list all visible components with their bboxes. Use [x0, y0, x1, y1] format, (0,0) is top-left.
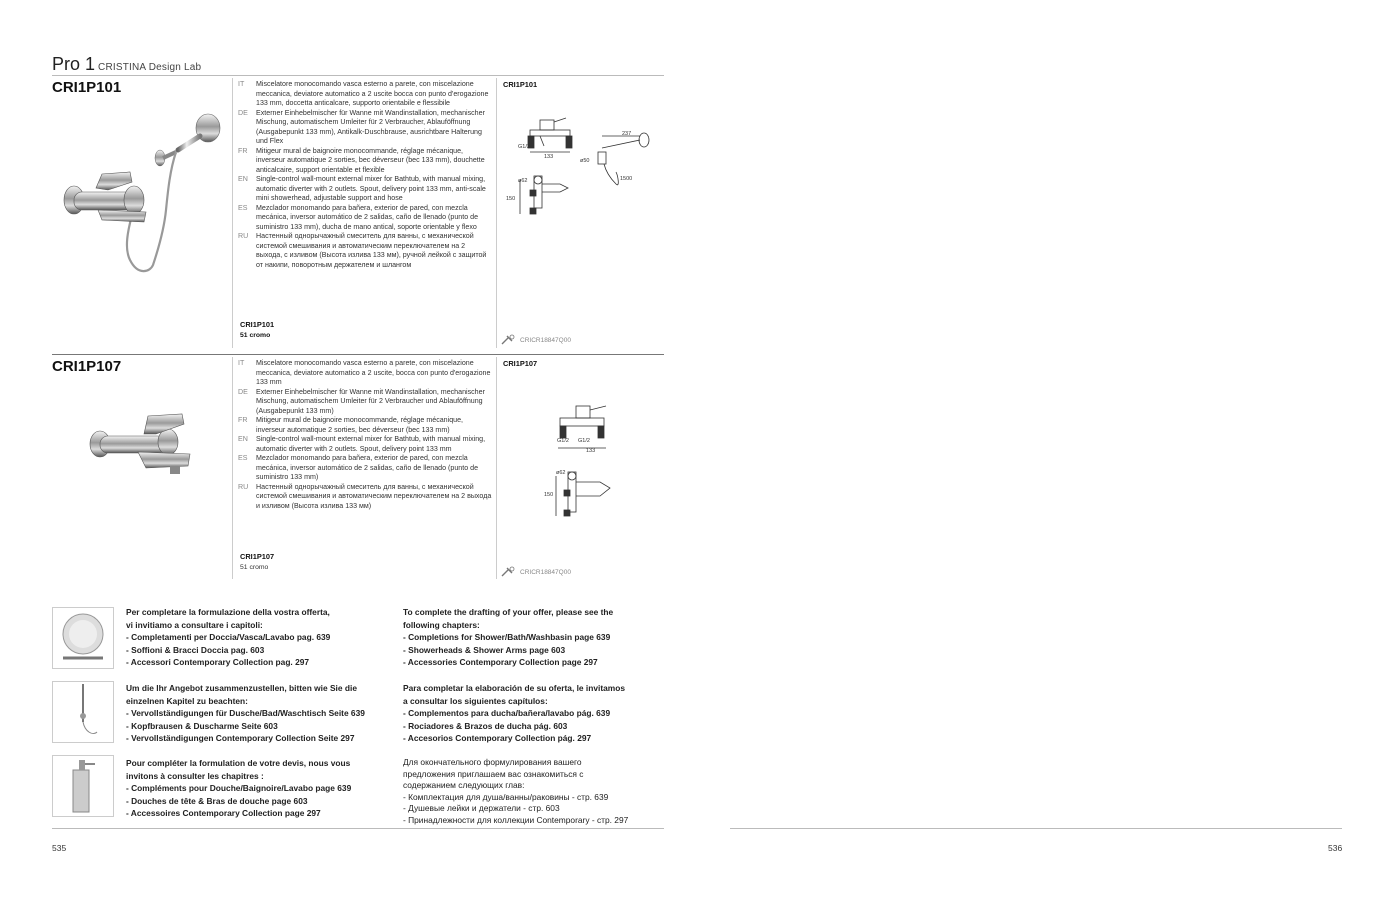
- column-divider: [232, 357, 233, 579]
- footer-divider-left: [52, 828, 664, 829]
- dim-g12-left: G1/2: [557, 438, 569, 444]
- description-en: EN Single-control wall-mount external mixer for Bathtub, with manual mixing, automatic diverter with 2 outlets. Spout, delivery point 133 mm: [238, 435, 486, 453]
- description-es: ES Mezclador monomando para bañera, exterior de pared, con mezcla mecánica, inversor automático de 2 salidas, caño de llenado (punto de suministro 133 mm): [238, 454, 479, 481]
- bath-mixer-image: [86, 410, 206, 490]
- diagram-label: CRI1P107: [503, 359, 538, 368]
- hand-shower-icon: [53, 682, 113, 742]
- product-description: [238, 359, 493, 511]
- dim-g12-right: G1/2: [578, 438, 590, 444]
- header-divider: [52, 75, 664, 76]
- dim-133: 133: [586, 448, 596, 454]
- dim-133: 133: [544, 154, 554, 160]
- diagram-label: CRI1P101: [503, 80, 538, 89]
- dim-150: 150: [544, 492, 554, 498]
- shower-ref: [500, 566, 571, 578]
- product-code: CRI1P101: [52, 79, 122, 96]
- product-divider: [52, 354, 664, 355]
- finish-label: 51 cromo: [240, 564, 269, 571]
- column-divider: [496, 78, 497, 348]
- ref-code: CRICR18847Q00: [520, 336, 571, 344]
- notes-fr: Pour compléter la formulation de votre devis, nous vous invitons à consulter les chapitres : - Compléments pour Douche/Baignoire/Lavabo page 639 - Douches de tête & Bras de douche page 603 - Accessoires Contemporary Collection page 297: [126, 758, 352, 819]
- description-de: DE Externer Einhebelmischer für Wanne mit Wandinstallation, mechanischer Mischung, automatischem Umleiter für 2 Verbraucher und Ablauföffnung (Ausgabepunkt 133 mm): [238, 387, 485, 415]
- description-it: IT Miscelatore monocomando vasca esterno a parete, con miscelazione meccanica, deviatore automatico a 2 uscite bocca con punto d'erogazione 133 mm, doccetta anticalcare, supporto orientabile e flessibile: [238, 80, 489, 107]
- dim-g12: G1/2: [518, 144, 530, 150]
- product-code: CRI1P107: [52, 358, 122, 375]
- description-en: EN Single-control wall-mount external mixer for Bathtub, with manual mixing, automatic diverter with 2 outlets. Spout, delivery point 133 mm, anti-scale mini showerhead, adjustable support and hose: [238, 175, 486, 202]
- description-ru: RU Настенный однорычажный смеситель для ванны, с механической системой смешивания и автоматическим переключателем на 2 выхода, с изливом (Высота излива 133 мм), ручной лейкой с защитой от накипи, поворотным держателем и шлангом: [238, 232, 487, 269]
- footer-divider-right: [730, 828, 1342, 829]
- finish-code: CRI1P101: [240, 320, 275, 329]
- notes-de: Um die Ihr Angebot zusammenzustellen, bitten wie Sie die einzelnen Kapitel zu beachten: - Vervollständigungen für Dusche/Bad/Waschtisch Seite 639 - Kopfbrausen & Duscharme Seite 603 - Vervollständigungen Contemporary Collection Seite 297: [126, 683, 365, 744]
- dim-237: 237: [622, 131, 632, 137]
- bath-mixer-with-shower-image: [58, 110, 228, 280]
- page-number-left: 535: [52, 843, 67, 853]
- notes-it: Per completare la formulazione della vostra offerta, vi invitiamo a consultare i capitoli: - Completamenti per Doccia/Vasca/Lavabo pag. 639 - Soffioni & Bracci Doccia pag. 603 - Accessori Contemporary Collection pag. 297: [126, 607, 331, 668]
- finish-label: 51 cromo: [240, 332, 271, 339]
- ref-code: CRICR18847Q00: [520, 568, 571, 576]
- dim-d62: ø62: [556, 470, 566, 476]
- dim-1500: 1500: [620, 176, 633, 182]
- description-fr: FR Mitigeur mural de baignoire monocommande, réglage mécanique, inverseur automatique 2 sorties, bec déverseur (bec 133 mm): [238, 416, 464, 434]
- column-divider: [232, 78, 233, 348]
- finish-code: CRI1P107: [240, 552, 275, 561]
- showerhead-thumbnail: [52, 607, 114, 669]
- dim-d62: ø62: [518, 178, 528, 184]
- shower-ref: [500, 334, 571, 346]
- product-description: [238, 80, 493, 270]
- soap-dispenser-thumbnail: [52, 755, 114, 817]
- dim-d50: ø50: [580, 158, 590, 164]
- notes-es: Para completar la elaboración de su oferta, le invitamos a consultar los siguientes capítulos: - Complementos para ducha/bañera/lavabo pág. 639 - Rociadores & Brazos de ducha pág. 603 - Accesorios Contemporary Collection pág. 297: [403, 683, 626, 744]
- description-es: ES Mezclador monomando para bañera, exterior de pared, con mezcla mecánica, inversor automático de 2 salidas, caño de llenado (punto de suministro 133 mm), ducha de mano antical, soporte orientable y flexo: [238, 203, 479, 231]
- page-number-right: 536: [1328, 843, 1343, 853]
- series-subtitle: CRISTINA Design Lab: [98, 62, 202, 73]
- showerhead-icon: [53, 608, 113, 668]
- description-de: DE Externer Einhebelmischer für Wanne mit Wandinstallation, mechanischer Mischung, automatischem Umleiter für 2 Verbraucher, Ablauföffnung (Ausgabepunkt 133 mm), Antikalk-Duschbrause, ausrichtbare Halterung und Flex: [238, 108, 485, 145]
- column-divider: [496, 357, 497, 579]
- description-it: IT Miscelatore monocomando vasca esterno a parete, con miscelazione meccanica, deviatore automatico a 2 uscite, bocca con punto d'erogazione 133 mm: [238, 359, 491, 386]
- notes-ru: Для окончательного формулирования вашего предложения приглашаем вас ознакомиться с содержанием следующих глав: - Комплектация для душа/ванны/раковины - стр. 639 - Душевые лейки и держатели - стр. 603 - Принадлежности для коллекции Contemporary - стр. 297: [403, 757, 629, 825]
- showerhead-icon: [500, 334, 516, 346]
- hand-shower-thumbnail: [52, 681, 114, 743]
- page-header: [52, 54, 201, 75]
- description-fr: FR Mitigeur mural de baignoire monocommande, réglage mécanique, inverseur automatique 2 sorties, bec déverseur (bec 133 mm), douchette anticalcaire, support orientable et flexible: [238, 146, 485, 174]
- notes-en: To complete the drafting of your offer, please see the following chapters: - Completions for Shower/Bath/Washbasin page 639 - Showerheads & Shower Arms page 603 - Accessories Contemporary Collection page 297: [403, 607, 614, 668]
- showerhead-icon: [500, 566, 516, 578]
- technical-drawing: [500, 112, 650, 232]
- technical-drawing: [540, 400, 630, 525]
- soap-dispenser-icon: [53, 756, 113, 816]
- dim-150: 150: [506, 196, 516, 202]
- description-ru: RU Настенный однорычажный смеситель для ванны, с механической системой смешивания и автоматическим переключателем на 2 выхода и изливом (Высота излива 133 мм): [238, 482, 492, 510]
- series-title: Pro 1: [52, 54, 96, 74]
